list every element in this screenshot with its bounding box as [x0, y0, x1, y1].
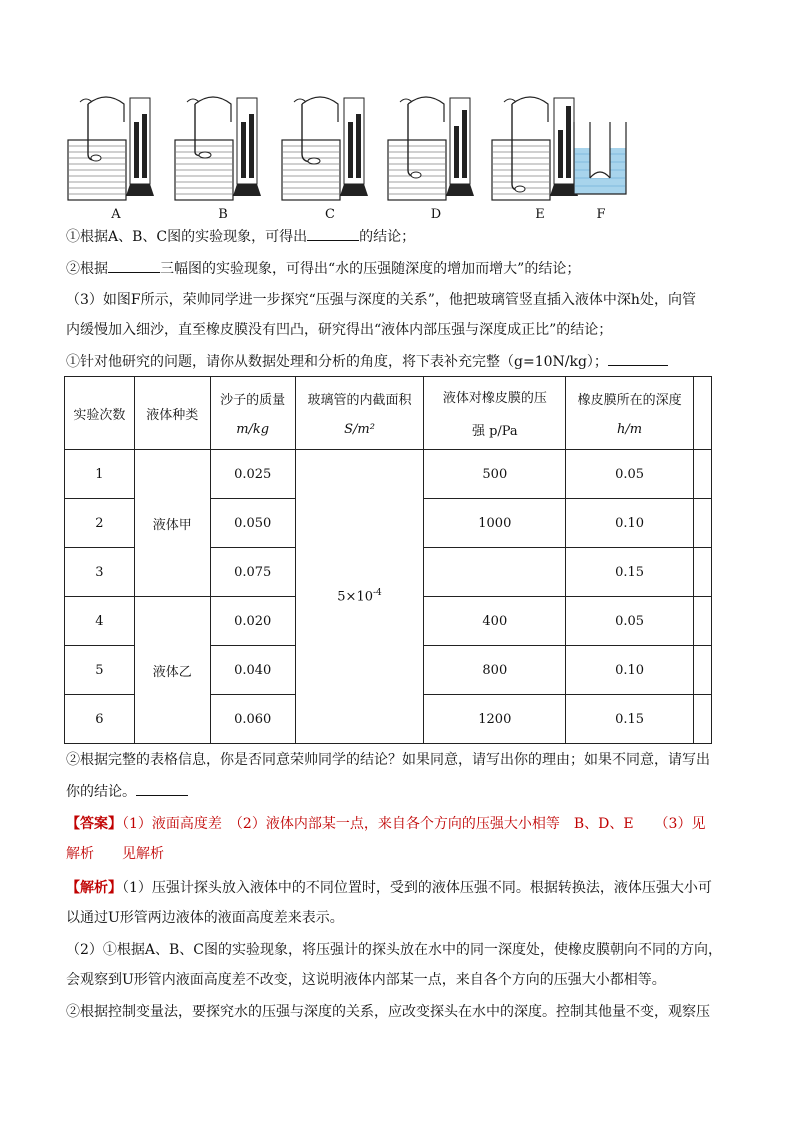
cell-trial: 1: [65, 450, 135, 499]
header-depth-unit: h/m: [617, 422, 643, 437]
question-3-sub-2-line-2: [66, 781, 188, 802]
cell-depth: 0.15: [566, 695, 694, 744]
cell-pressure: 500: [424, 450, 566, 499]
answer-blank-2[interactable]: [108, 258, 160, 273]
figure-c: [280, 92, 380, 222]
header-area: [295, 377, 424, 450]
question-3-sub-2-line-1: ②根据完整的表格信息，你是否同意荣帅同学的结论？如果同意，请写出你的理由；如果不同意，请写出: [66, 752, 710, 768]
cell-extra: [693, 548, 711, 597]
cell-trial: 6: [65, 695, 135, 744]
figure-f: [566, 92, 636, 222]
q1-prefix: ①根据A、B、C图的实验现象，可得出: [66, 229, 308, 245]
header-trial: 实验次数: [65, 377, 135, 450]
answer-text-1: （1）液面高度差 （2）液体内部某一点，来自各个方向的压强大小相等 B、D、E （3）见: [122, 816, 706, 832]
cell-depth: 0.15: [566, 548, 694, 597]
q1-suffix: 的结论；: [359, 229, 416, 245]
header-area-name: 玻璃管的内截面积: [307, 393, 412, 408]
cell-extra: [693, 646, 711, 695]
cell-trial: 4: [65, 597, 135, 646]
area-exp: -4: [373, 588, 382, 599]
analysis-tag: 【解析】: [66, 880, 122, 896]
question-3-line-2: 内缓慢加入细沙，直至橡皮膜没有凹凸，研究得出“液体内部压强与深度成正比”的结论；: [66, 322, 613, 338]
glass-tube-figure-f-icon: [566, 92, 636, 204]
cell-pressure: 1200: [424, 695, 566, 744]
figure-label-b: B: [218, 207, 228, 222]
cell-mass: 0.075: [210, 548, 295, 597]
analysis-line-2: 以通过U形管两边液体的液面高度差来表示。: [66, 910, 344, 926]
header-mass-unit: m/kg: [236, 422, 270, 437]
header-pressure: [424, 377, 566, 450]
analysis-text-1: （1）压强计探头放入液体中的不同位置时，受到的液体压强不同。根据转换法，液体压强大小可: [122, 880, 712, 896]
experiment-figures: [66, 92, 636, 222]
cell-liquid-b: 液体乙: [134, 597, 210, 744]
cell-trial: 5: [65, 646, 135, 695]
q2-prefix: ②根据: [66, 261, 108, 277]
cell-mass: 0.040: [210, 646, 295, 695]
header-mass: [210, 377, 295, 450]
header-mass-name: 沙子的质量: [220, 393, 286, 408]
table-header-row: [65, 377, 712, 450]
cell-extra: [693, 450, 711, 499]
answer-blank-3[interactable]: [608, 351, 668, 366]
cell-pressure: 800: [424, 646, 566, 695]
figure-d: [386, 92, 486, 222]
question-3-sub-1: [66, 351, 668, 372]
manometer-figure-d-icon: [386, 92, 486, 204]
cell-pressure-blank[interactable]: [424, 548, 566, 597]
cell-depth: 0.05: [566, 597, 694, 646]
answer-line-1: [66, 814, 705, 834]
manometer-figure-a-icon: [66, 92, 166, 204]
figure-label-f: F: [596, 207, 606, 222]
manometer-figure-b-icon: [173, 92, 273, 204]
analysis-line-3: （2）①根据A、B、C图的实验现象，将压强计的探头放在水中的同一深度处，使橡皮膜朝向不同的方向，: [66, 942, 723, 958]
header-area-unit: S/m²: [344, 422, 375, 437]
answer-blank-1[interactable]: [307, 226, 359, 241]
question-3-line-1: （3）如图F所示，荣帅同学进一步探究“压强与深度的关系”，他把玻璃管竖直插入液体中深h处，向管: [66, 292, 696, 308]
cell-area: [295, 450, 424, 744]
figure-label-c: C: [325, 207, 335, 222]
figure-label-d: D: [430, 207, 442, 222]
analysis-line-5: ②根据控制变量法，要探究水的压强与深度的关系，应改变探头在水中的深度。控制其他量不变，观察压: [66, 1004, 710, 1020]
header-depth-name: 橡皮膜所在的深度: [577, 393, 682, 408]
cell-mass: 0.060: [210, 695, 295, 744]
answer-tag: 【答案】: [66, 816, 122, 832]
manometer-figure-c-icon: [280, 92, 380, 204]
cell-extra: [693, 499, 711, 548]
cell-depth: 0.05: [566, 450, 694, 499]
header-pressure-name: 液体对橡皮膜的压: [442, 391, 547, 406]
question-line-2: [66, 258, 580, 279]
figure-a: [66, 92, 166, 222]
cell-liquid-a: 液体甲: [134, 450, 210, 597]
cell-depth: 0.10: [566, 646, 694, 695]
cell-mass: 0.025: [210, 450, 295, 499]
q3-1-text: ①针对他研究的问题，请你从数据处理和分析的角度，将下表补充完整（g=10N/kg）；: [66, 354, 608, 370]
analysis-line-4: 会观察到U形管内液面高度差不改变，这说明液体内部某一点，来自各个方向的压强大小都相等。: [66, 972, 666, 988]
cell-mass: 0.020: [210, 597, 295, 646]
q3-2-text: 你的结论。: [66, 784, 136, 800]
figure-b: [173, 92, 273, 222]
figure-label-a: A: [111, 207, 121, 222]
header-pressure-unit: 强 p/Pa: [471, 424, 518, 439]
question-line-1: [66, 226, 415, 247]
cell-extra: [693, 597, 711, 646]
area-base: 5×10: [337, 589, 373, 605]
header-extra: [693, 377, 711, 450]
answer-line-2: 解析 见解析: [66, 846, 164, 862]
data-table: [64, 376, 712, 744]
cell-extra: [693, 695, 711, 744]
cell-pressure: 1000: [424, 499, 566, 548]
answer-blank-4[interactable]: [136, 781, 188, 796]
cell-mass: 0.050: [210, 499, 295, 548]
cell-trial: 3: [65, 548, 135, 597]
cell-depth: 0.10: [566, 499, 694, 548]
header-depth: [566, 377, 694, 450]
table-row: [65, 450, 712, 499]
cell-trial: 2: [65, 499, 135, 548]
figure-label-e: E: [535, 207, 545, 222]
header-liquid: 液体种类: [134, 377, 210, 450]
q2-suffix: 三幅图的实验现象，可得出“水的压强随深度的增加而增大”的结论；: [160, 261, 581, 277]
analysis-line-1: [66, 878, 712, 898]
cell-pressure: 400: [424, 597, 566, 646]
